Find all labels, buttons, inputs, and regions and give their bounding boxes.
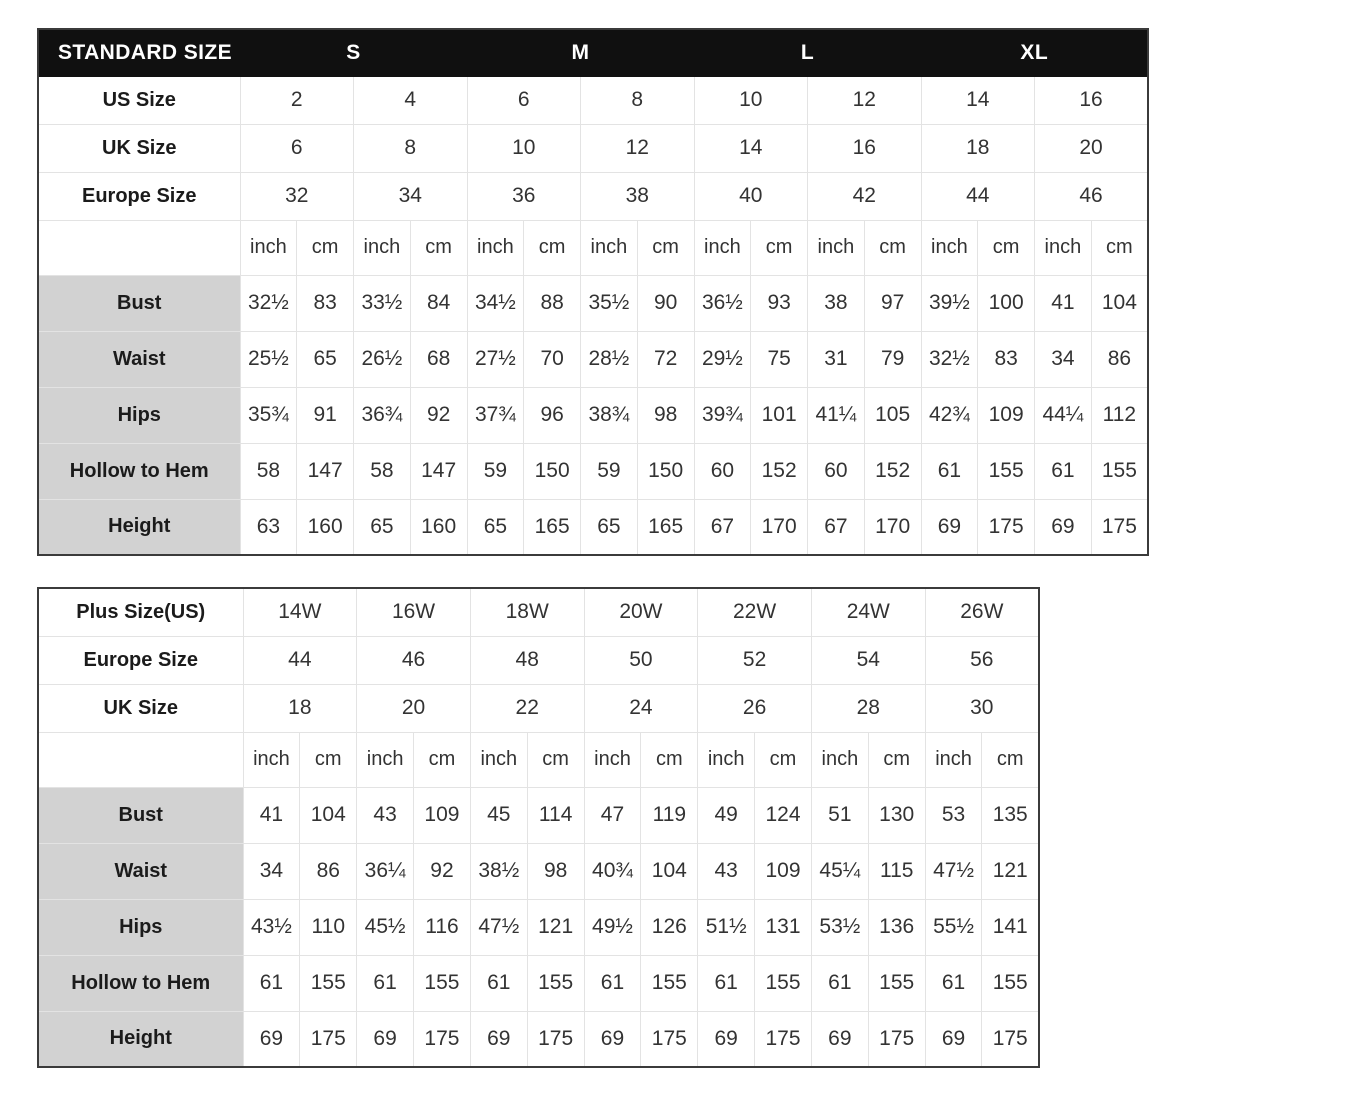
unit-cell: cm — [1091, 220, 1148, 275]
measure-inch-cell: 60 — [694, 443, 751, 499]
size-value-cell: 40 — [694, 172, 808, 220]
measure-cm-cell: 98 — [527, 843, 584, 899]
size-row-label: UK Size — [38, 684, 243, 732]
size-value-cell: 20 — [1035, 124, 1149, 172]
measure-row — [38, 787, 1039, 843]
unit-cell: cm — [527, 732, 584, 787]
measure-cm-cell: 96 — [524, 387, 581, 443]
size-row-label: US Size — [38, 76, 240, 124]
measure-inch-cell: 43 — [357, 787, 414, 843]
measure-cm-cell: 150 — [637, 443, 694, 499]
size-value-cell: 12 — [808, 76, 922, 124]
unit-cell: inch — [470, 732, 527, 787]
measure-inch-cell: 58 — [354, 443, 411, 499]
unit-cell: inch — [584, 732, 641, 787]
size-value-cell: 26 — [698, 684, 812, 732]
size-value-cell: 48 — [470, 636, 584, 684]
size-value-cell: 2 — [240, 76, 354, 124]
unit-row-spacer — [38, 220, 240, 275]
size-value-cell: 32 — [240, 172, 354, 220]
measure-cm-cell: 170 — [864, 499, 921, 555]
measure-inch-cell: 37¾ — [467, 387, 524, 443]
unit-cell: cm — [414, 732, 471, 787]
measure-row — [38, 1011, 1039, 1067]
measure-cm-cell: 84 — [410, 275, 467, 331]
measure-inch-cell: 61 — [470, 955, 527, 1011]
measure-cm-cell: 101 — [751, 387, 808, 443]
measure-cm-cell: 150 — [524, 443, 581, 499]
measure-row — [38, 955, 1039, 1011]
unit-cell: cm — [868, 732, 925, 787]
measure-inch-cell: 36½ — [694, 275, 751, 331]
measure-cm-cell: 92 — [410, 387, 467, 443]
measure-cm-cell: 155 — [641, 955, 698, 1011]
size-value-cell: 18 — [921, 124, 1035, 172]
measure-cm-cell: 98 — [637, 387, 694, 443]
measure-inch-cell: 28½ — [581, 331, 638, 387]
measure-inch-cell: 69 — [470, 1011, 527, 1067]
measure-row — [38, 499, 1148, 555]
measure-cm-cell: 152 — [864, 443, 921, 499]
unit-cell: inch — [581, 220, 638, 275]
measure-inch-cell: 67 — [808, 499, 865, 555]
size-row — [38, 636, 1039, 684]
size-value-cell: 30 — [925, 684, 1039, 732]
measure-row — [38, 331, 1148, 387]
measure-inch-cell: 65 — [354, 499, 411, 555]
measure-cm-cell: 110 — [300, 899, 357, 955]
measure-inch-cell: 58 — [240, 443, 297, 499]
measure-row — [38, 899, 1039, 955]
unit-row — [38, 732, 1039, 787]
measure-inch-cell: 69 — [811, 1011, 868, 1067]
measure-inch-cell: 49½ — [584, 899, 641, 955]
size-value-cell: 22W — [698, 588, 812, 636]
measure-inch-cell: 36¼ — [357, 843, 414, 899]
unit-cell: inch — [808, 220, 865, 275]
measure-inch-cell: 26½ — [354, 331, 411, 387]
measure-cm-cell: 155 — [1091, 443, 1148, 499]
measure-cm-cell: 170 — [751, 499, 808, 555]
measure-inch-cell: 49 — [698, 787, 755, 843]
measure-inch-cell: 33½ — [354, 275, 411, 331]
measure-cm-cell: 70 — [524, 331, 581, 387]
measure-cm-cell: 136 — [868, 899, 925, 955]
measure-cm-cell: 119 — [641, 787, 698, 843]
unit-cell: cm — [637, 220, 694, 275]
measure-inch-cell: 61 — [1035, 443, 1092, 499]
unit-cell: cm — [978, 220, 1035, 275]
measure-inch-cell: 41 — [1035, 275, 1092, 331]
size-value-cell: 14 — [921, 76, 1035, 124]
standard-size-grid — [37, 28, 1149, 556]
unit-cell: cm — [751, 220, 808, 275]
measure-row-label: Bust — [38, 275, 240, 331]
measure-row-label: Height — [38, 1011, 243, 1067]
measure-cm-cell: 155 — [414, 955, 471, 1011]
size-group-cell: L — [694, 29, 921, 76]
measure-cm-cell: 155 — [982, 955, 1039, 1011]
measure-row-label: Hollow to Hem — [38, 955, 243, 1011]
measure-inch-cell: 32½ — [921, 331, 978, 387]
size-value-cell: 16 — [808, 124, 922, 172]
size-value-cell: 12 — [581, 124, 695, 172]
measure-cm-cell: 135 — [982, 787, 1039, 843]
size-value-cell: 44 — [243, 636, 357, 684]
measure-inch-cell: 69 — [921, 499, 978, 555]
measure-inch-cell: 34½ — [467, 275, 524, 331]
measure-cm-cell: 155 — [300, 955, 357, 1011]
size-row-label: UK Size — [38, 124, 240, 172]
unit-cell: cm — [524, 220, 581, 275]
measure-inch-cell: 65 — [467, 499, 524, 555]
unit-cell: inch — [694, 220, 751, 275]
unit-cell: cm — [864, 220, 921, 275]
size-value-cell: 38 — [581, 172, 695, 220]
measure-cm-cell: 175 — [527, 1011, 584, 1067]
measure-inch-cell: 53½ — [811, 899, 868, 955]
unit-cell: cm — [641, 732, 698, 787]
measure-cm-cell: 175 — [982, 1011, 1039, 1067]
unit-cell: inch — [925, 732, 982, 787]
size-value-cell: 16W — [357, 588, 471, 636]
measure-inch-cell: 35¾ — [240, 387, 297, 443]
measure-cm-cell: 86 — [300, 843, 357, 899]
unit-row-spacer — [38, 732, 243, 787]
measure-cm-cell: 93 — [751, 275, 808, 331]
plus-size-grid — [37, 587, 1040, 1068]
measure-cm-cell: 147 — [410, 443, 467, 499]
measure-cm-cell: 155 — [755, 955, 812, 1011]
measure-cm-cell: 109 — [414, 787, 471, 843]
measure-inch-cell: 69 — [698, 1011, 755, 1067]
size-value-cell: 22 — [470, 684, 584, 732]
measure-inch-cell: 69 — [925, 1011, 982, 1067]
measure-inch-cell: 61 — [243, 955, 300, 1011]
unit-cell: cm — [982, 732, 1039, 787]
measure-row-label: Hollow to Hem — [38, 443, 240, 499]
measure-cm-cell: 88 — [524, 275, 581, 331]
size-value-cell: 56 — [925, 636, 1039, 684]
size-row — [38, 588, 1039, 636]
measure-inch-cell: 29½ — [694, 331, 751, 387]
measure-cm-cell: 160 — [410, 499, 467, 555]
measure-cm-cell: 160 — [297, 499, 354, 555]
unit-cell: inch — [243, 732, 300, 787]
measure-inch-cell: 61 — [584, 955, 641, 1011]
measure-cm-cell: 121 — [982, 843, 1039, 899]
size-value-cell: 8 — [581, 76, 695, 124]
measure-inch-cell: 34 — [243, 843, 300, 899]
measure-inch-cell: 38½ — [470, 843, 527, 899]
size-value-cell: 20 — [357, 684, 471, 732]
measure-cm-cell: 91 — [297, 387, 354, 443]
measure-cm-cell: 165 — [524, 499, 581, 555]
measure-cm-cell: 141 — [982, 899, 1039, 955]
measure-cm-cell: 112 — [1091, 387, 1148, 443]
measure-cm-cell: 121 — [527, 899, 584, 955]
measure-cm-cell: 175 — [1091, 499, 1148, 555]
measure-inch-cell: 59 — [581, 443, 638, 499]
measure-cm-cell: 114 — [527, 787, 584, 843]
unit-cell: inch — [698, 732, 755, 787]
measure-inch-cell: 69 — [357, 1011, 414, 1067]
measure-cm-cell: 100 — [978, 275, 1035, 331]
measure-inch-cell: 47½ — [470, 899, 527, 955]
unit-cell: inch — [354, 220, 411, 275]
measure-row-label: Hips — [38, 387, 240, 443]
measure-cm-cell: 109 — [755, 843, 812, 899]
measure-cm-cell: 104 — [1091, 275, 1148, 331]
unit-cell: cm — [300, 732, 357, 787]
size-value-cell: 50 — [584, 636, 698, 684]
size-value-cell: 24W — [811, 588, 925, 636]
measure-cm-cell: 83 — [297, 275, 354, 331]
size-value-cell: 20W — [584, 588, 698, 636]
measure-cm-cell: 68 — [410, 331, 467, 387]
measure-inch-cell: 69 — [243, 1011, 300, 1067]
size-value-cell: 26W — [925, 588, 1039, 636]
measure-inch-cell: 59 — [467, 443, 524, 499]
measure-cm-cell: 97 — [864, 275, 921, 331]
measure-row-label: Waist — [38, 331, 240, 387]
measure-row — [38, 843, 1039, 899]
size-value-cell: 10 — [694, 76, 808, 124]
size-value-cell: 34 — [354, 172, 468, 220]
measure-inch-cell: 61 — [921, 443, 978, 499]
measure-inch-cell: 63 — [240, 499, 297, 555]
measure-inch-cell: 61 — [357, 955, 414, 1011]
measure-inch-cell: 60 — [808, 443, 865, 499]
measure-row-label: Height — [38, 499, 240, 555]
measure-inch-cell: 61 — [925, 955, 982, 1011]
measure-inch-cell: 43 — [698, 843, 755, 899]
measure-cm-cell: 115 — [868, 843, 925, 899]
size-row-label: Europe Size — [38, 172, 240, 220]
measure-inch-cell: 69 — [1035, 499, 1092, 555]
size-group-cell: S — [240, 29, 467, 76]
measure-inch-cell: 53 — [925, 787, 982, 843]
unit-cell: inch — [357, 732, 414, 787]
measure-inch-cell: 35½ — [581, 275, 638, 331]
size-value-cell: 54 — [811, 636, 925, 684]
measure-inch-cell: 55½ — [925, 899, 982, 955]
table-title-label: STANDARD SIZE — [38, 29, 240, 76]
measure-inch-cell: 27½ — [467, 331, 524, 387]
size-value-cell: 18 — [243, 684, 357, 732]
measure-cm-cell: 152 — [751, 443, 808, 499]
measure-cm-cell: 75 — [751, 331, 808, 387]
measure-inch-cell: 39½ — [921, 275, 978, 331]
measure-inch-cell: 61 — [698, 955, 755, 1011]
size-value-cell: 10 — [467, 124, 581, 172]
measure-inch-cell: 69 — [584, 1011, 641, 1067]
measure-inch-cell: 34 — [1035, 331, 1092, 387]
size-value-cell: 24 — [584, 684, 698, 732]
measure-cm-cell: 104 — [300, 787, 357, 843]
measure-inch-cell: 45¼ — [811, 843, 868, 899]
size-value-cell: 14 — [694, 124, 808, 172]
measure-inch-cell: 42¾ — [921, 387, 978, 443]
size-row — [38, 76, 1148, 124]
size-value-cell: 52 — [698, 636, 812, 684]
measure-cm-cell: 131 — [755, 899, 812, 955]
size-value-cell: 6 — [467, 76, 581, 124]
size-value-cell: 46 — [1035, 172, 1149, 220]
measure-cm-cell: 79 — [864, 331, 921, 387]
unit-cell: inch — [1035, 220, 1092, 275]
size-value-cell: 46 — [357, 636, 471, 684]
measure-inch-cell: 47½ — [925, 843, 982, 899]
measure-row — [38, 275, 1148, 331]
size-value-cell: 16 — [1035, 76, 1149, 124]
measure-row-label: Waist — [38, 843, 243, 899]
measure-row-label: Bust — [38, 787, 243, 843]
measure-cm-cell: 109 — [978, 387, 1035, 443]
measure-row-label: Hips — [38, 899, 243, 955]
measure-cm-cell: 126 — [641, 899, 698, 955]
unit-cell: cm — [410, 220, 467, 275]
measure-cm-cell: 124 — [755, 787, 812, 843]
measure-inch-cell: 51 — [811, 787, 868, 843]
size-value-cell: 4 — [354, 76, 468, 124]
size-value-cell: 18W — [470, 588, 584, 636]
size-row — [38, 124, 1148, 172]
measure-inch-cell: 43½ — [243, 899, 300, 955]
measure-inch-cell: 44¼ — [1035, 387, 1092, 443]
table-title-row — [38, 29, 1148, 76]
measure-cm-cell: 175 — [978, 499, 1035, 555]
measure-cm-cell: 175 — [755, 1011, 812, 1067]
size-group-cell: XL — [921, 29, 1148, 76]
size-row — [38, 172, 1148, 220]
size-value-cell: 44 — [921, 172, 1035, 220]
size-value-cell: 36 — [467, 172, 581, 220]
measure-cm-cell: 92 — [414, 843, 471, 899]
unit-cell: cm — [297, 220, 354, 275]
unit-cell: cm — [755, 732, 812, 787]
measure-cm-cell: 72 — [637, 331, 694, 387]
measure-cm-cell: 104 — [641, 843, 698, 899]
measure-inch-cell: 36¾ — [354, 387, 411, 443]
measure-cm-cell: 147 — [297, 443, 354, 499]
measure-inch-cell: 45 — [470, 787, 527, 843]
measure-cm-cell: 155 — [868, 955, 925, 1011]
unit-cell: inch — [811, 732, 868, 787]
measure-cm-cell: 165 — [637, 499, 694, 555]
size-row — [38, 684, 1039, 732]
unit-cell: inch — [467, 220, 524, 275]
measure-cm-cell: 175 — [641, 1011, 698, 1067]
size-value-cell: 14W — [243, 588, 357, 636]
measure-inch-cell: 61 — [811, 955, 868, 1011]
measure-inch-cell: 67 — [694, 499, 751, 555]
size-value-cell: 8 — [354, 124, 468, 172]
measure-inch-cell: 47 — [584, 787, 641, 843]
size-row-label: Plus Size(US) — [38, 588, 243, 636]
measure-cm-cell: 175 — [300, 1011, 357, 1067]
measure-inch-cell: 31 — [808, 331, 865, 387]
unit-cell: inch — [921, 220, 978, 275]
measure-inch-cell: 38¾ — [581, 387, 638, 443]
measure-inch-cell: 38 — [808, 275, 865, 331]
size-value-cell: 28 — [811, 684, 925, 732]
measure-cm-cell: 90 — [637, 275, 694, 331]
measure-inch-cell: 25½ — [240, 331, 297, 387]
size-row-label: Europe Size — [38, 636, 243, 684]
measure-inch-cell: 41 — [243, 787, 300, 843]
measure-inch-cell: 65 — [581, 499, 638, 555]
measure-inch-cell: 39¾ — [694, 387, 751, 443]
measure-cm-cell: 116 — [414, 899, 471, 955]
measure-cm-cell: 105 — [864, 387, 921, 443]
unit-row — [38, 220, 1148, 275]
measure-cm-cell: 155 — [527, 955, 584, 1011]
size-value-cell: 6 — [240, 124, 354, 172]
measure-inch-cell: 40¾ — [584, 843, 641, 899]
measure-inch-cell: 51½ — [698, 899, 755, 955]
measure-inch-cell: 41¼ — [808, 387, 865, 443]
measure-cm-cell: 155 — [978, 443, 1035, 499]
size-group-cell: M — [467, 29, 694, 76]
unit-cell: inch — [240, 220, 297, 275]
measure-row — [38, 443, 1148, 499]
plus-size-table — [37, 587, 1370, 1068]
measure-cm-cell: 175 — [868, 1011, 925, 1067]
measure-inch-cell: 45½ — [357, 899, 414, 955]
measure-inch-cell: 32½ — [240, 275, 297, 331]
measure-cm-cell: 83 — [978, 331, 1035, 387]
measure-cm-cell: 65 — [297, 331, 354, 387]
measure-cm-cell: 86 — [1091, 331, 1148, 387]
standard-size-table — [37, 28, 1370, 556]
size-value-cell: 42 — [808, 172, 922, 220]
measure-cm-cell: 130 — [868, 787, 925, 843]
measure-row — [38, 387, 1148, 443]
measure-cm-cell: 175 — [414, 1011, 471, 1067]
